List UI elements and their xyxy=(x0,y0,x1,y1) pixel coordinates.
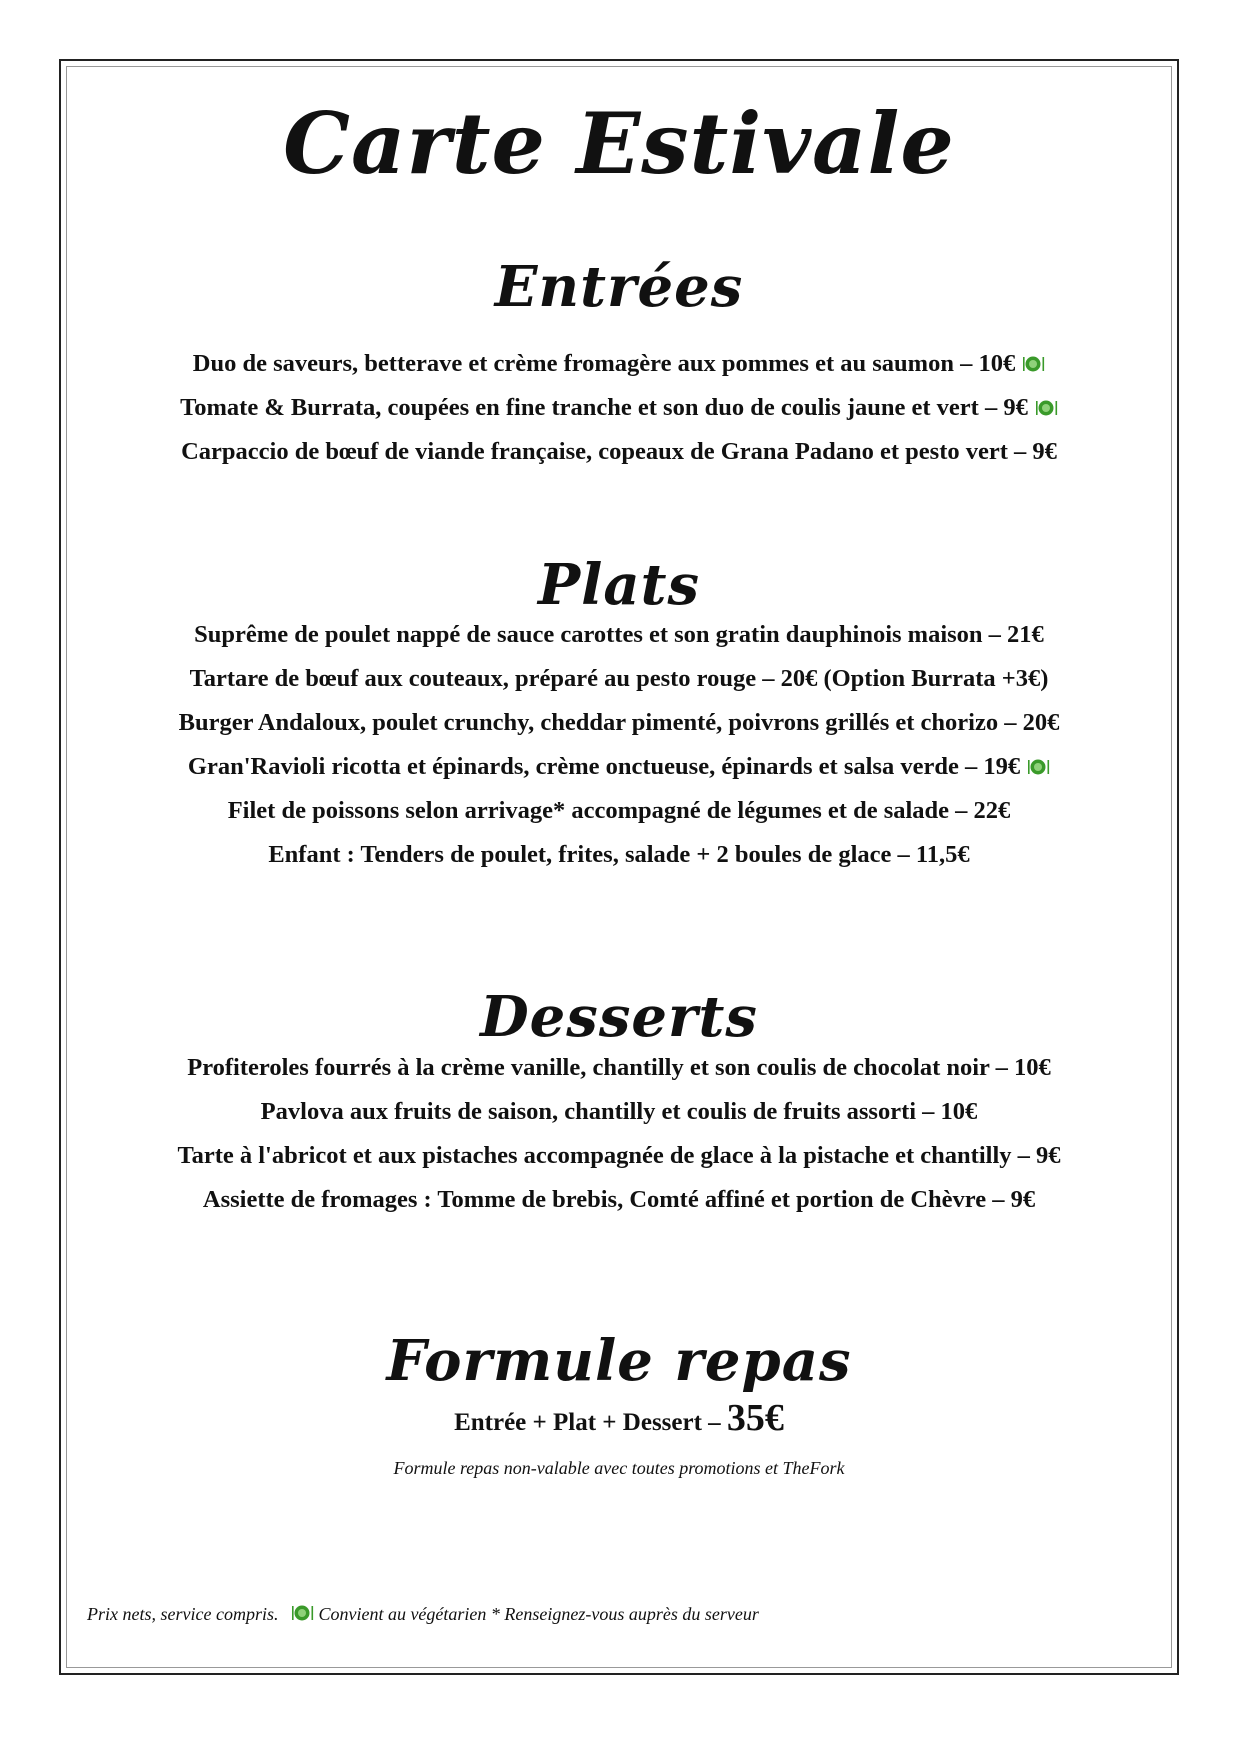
formule-price: 35€ xyxy=(726,1397,784,1439)
menu-item-text: Assiette de fromages : Tomme de brebis, Comté affiné et portion de Chèvre – 9€ xyxy=(202,1186,1036,1213)
vegetarian-icon xyxy=(292,1604,314,1622)
menu-item-text: Duo de saveurs, betterave et crème fromagère aux pommes et au saumon – 10€ xyxy=(192,350,1016,377)
menu-item xyxy=(66,430,1172,474)
menu-item-text: Profiteroles fourrés à la crème vanille, chantilly et son coulis de chocolat noir – 10€ xyxy=(187,1054,1051,1081)
menu-item-text: Suprême de poulet nappé de sauce carottes et son gratin dauphinois maison – 21€ xyxy=(194,621,1044,648)
section-title-formule: Formule repas xyxy=(386,1328,852,1394)
section-title-desserts: Desserts xyxy=(480,984,758,1050)
menu-item-text: Enfant : Tenders de poulet, frites, salade + 2 boules de glace – 11,5€ xyxy=(268,841,970,868)
menu-item-text: Carpaccio de bœuf de viande française, copeaux de Grana Padano et pesto vert – 9€ xyxy=(181,438,1057,465)
menu-item xyxy=(66,1134,1172,1178)
menu-item xyxy=(66,342,1172,386)
menu-item-text: Pavlova aux fruits de saison, chantilly et coulis de fruits assorti – 10€ xyxy=(260,1098,978,1125)
menu-item xyxy=(66,1178,1172,1222)
formule-composition: Entrée + Plat + Dessert – xyxy=(454,1409,727,1436)
footer-note xyxy=(87,1604,759,1625)
footer-info: * Renseignez-vous auprès du serveur xyxy=(490,1604,759,1624)
section-title-plats: Plats xyxy=(537,552,701,618)
menu-item xyxy=(66,1090,1172,1134)
menu-page xyxy=(66,66,1172,1668)
section-desserts xyxy=(66,1046,1172,1222)
menu-item xyxy=(66,745,1172,789)
menu-item xyxy=(66,789,1172,833)
menu-item xyxy=(66,613,1172,657)
menu-item xyxy=(66,386,1172,430)
section-plats xyxy=(66,613,1172,877)
menu-item xyxy=(66,657,1172,701)
vegetarian-icon xyxy=(1036,399,1058,417)
menu-item xyxy=(66,701,1172,745)
formule-note: Formule repas non-valable avec toutes promotions et TheFork xyxy=(393,1458,845,1478)
section-title-entrees: Entrées xyxy=(494,254,744,320)
menu-item-text: Tarte à l'abricot et aux pistaches accompagnée de glace à la pistache et chantilly – 9€ xyxy=(177,1142,1061,1169)
menu-title: Carte Estivale xyxy=(283,94,955,193)
footer-veg-note: Convient au végétarien xyxy=(318,1604,487,1624)
section-entrees xyxy=(66,342,1172,474)
vegetarian-icon xyxy=(1028,758,1050,776)
menu-item xyxy=(66,833,1172,877)
formule-line xyxy=(66,1396,1172,1440)
menu-item xyxy=(66,1046,1172,1090)
menu-item-text: Gran'Ravioli ricotta et épinards, crème onctueuse, épinards et salsa verde – 19€ xyxy=(187,753,1021,780)
menu-item-text: Tomate & Burrata, coupées en fine tranche et son duo de coulis jaune et vert – 9€ xyxy=(180,394,1028,421)
footer-prices: Prix nets, service compris. xyxy=(87,1604,279,1624)
menu-item-text: Burger Andaloux, poulet crunchy, cheddar pimenté, poivrons grillés et chorizo – 20€ xyxy=(178,709,1060,736)
vegetarian-icon xyxy=(1023,355,1045,373)
menu-item-text: Filet de poissons selon arrivage* accompagné de légumes et de salade – 22€ xyxy=(227,797,1011,824)
menu-item-text: Tartare de bœuf aux couteaux, préparé au pesto rouge – 20€ (Option Burrata +3€) xyxy=(189,665,1049,692)
